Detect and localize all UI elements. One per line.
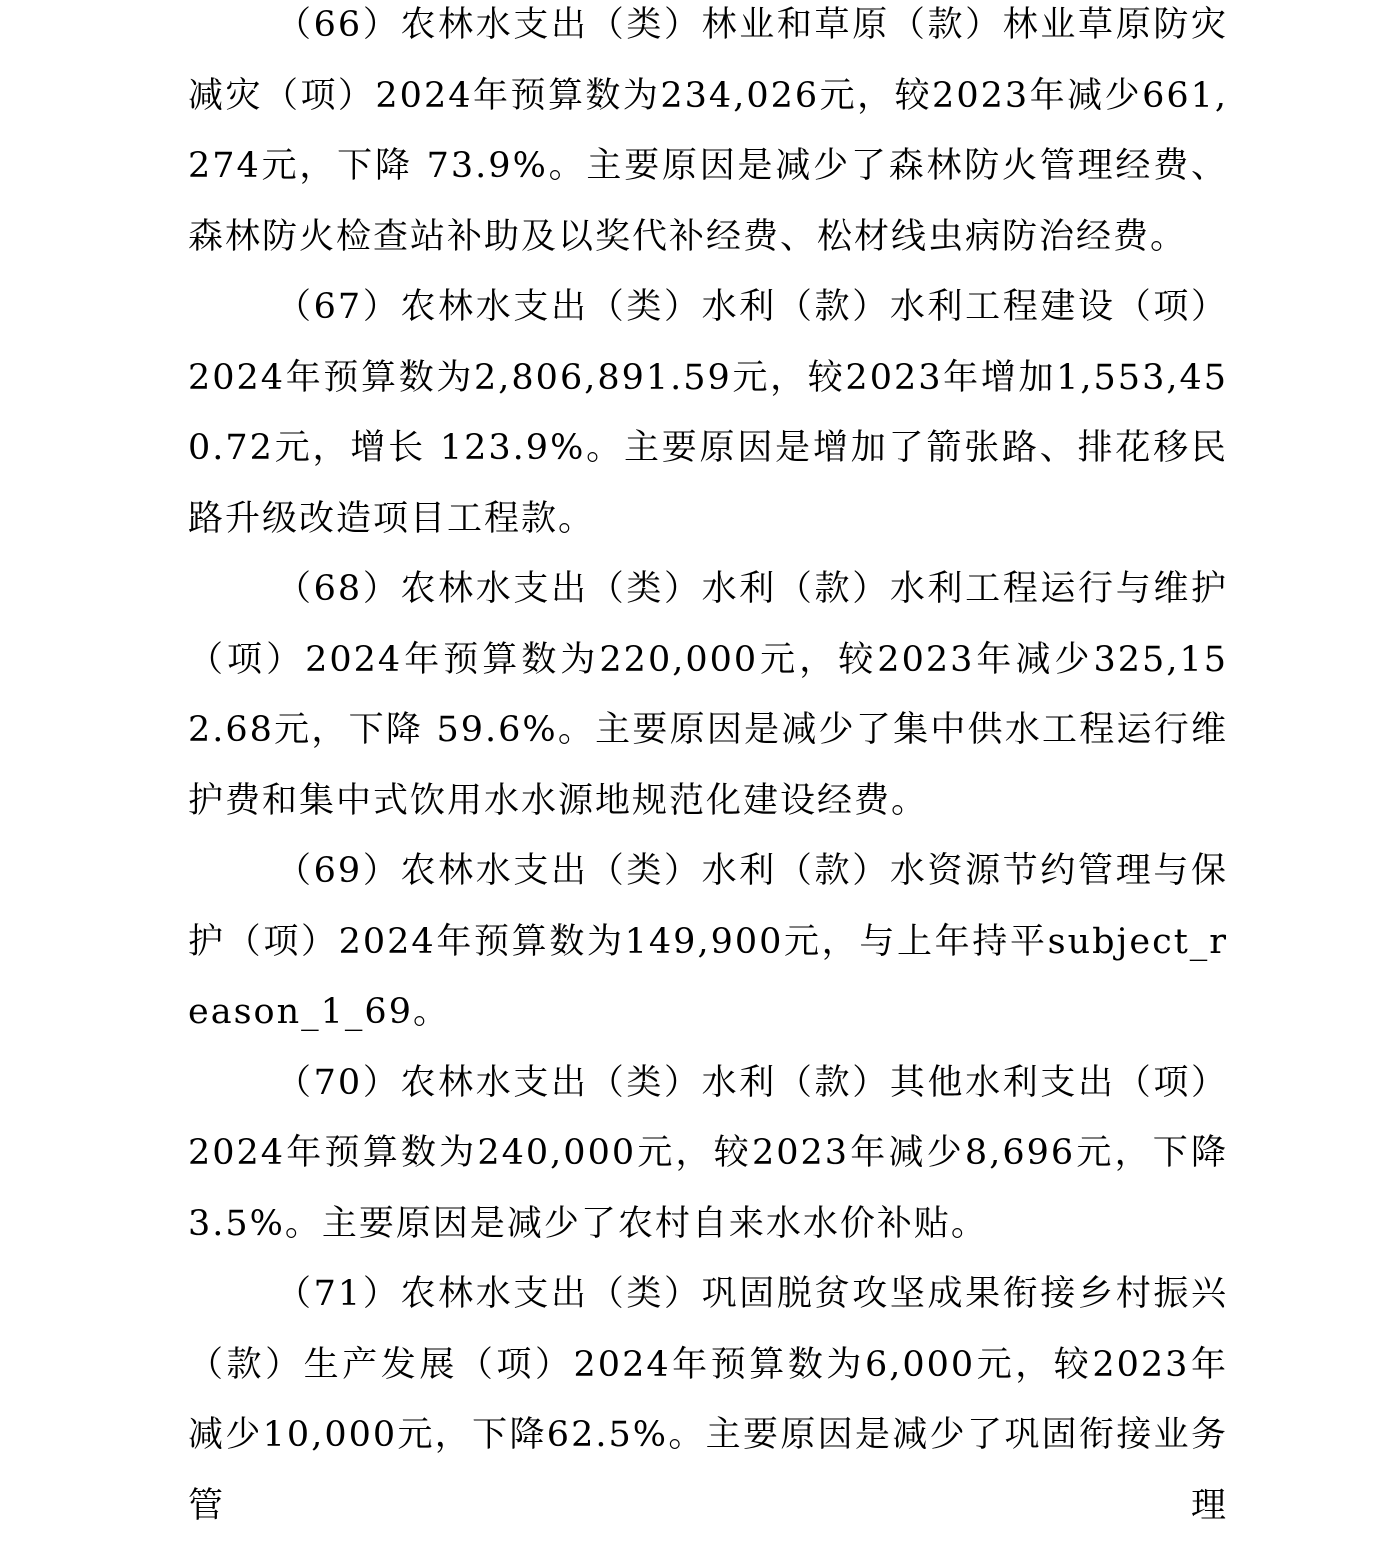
paragraph-69: （69）农林水支出（类）水利（款）水资源节约管理与保护（项）2024年预算数为149,900元，与上年持平subject_reason_1_69。 [188, 851, 1228, 1032]
paragraph-70: （70）农林水支出（类）水利（款）其他水利支出（项）2024年预算数为240,000元，较2023年减少8,696元，下降3.5%。主要原因是减少了农村自来水水价补贴。 [188, 1062, 1228, 1244]
paragraph-66: （66）农林水支出（类）林业和草原（款）林业草原防灾减灾（项）2024年预算数为234,026元，较2023年减少661,274元，下降 73.9%。主要原因是减少了森林防火管理经费、森林防火检查站补助及以奖代补经费、松材线虫病防治经费。 [188, 5, 1228, 257]
paragraph-71: （71）农林水支出（类）巩固脱贫攻坚成果衔接乡村振兴（款）生产发展（项）2024年预算数为6,000元，较2023年减少10,000元，下降62.5%。主要原因是减少了巩固衔接业务管理 [188, 1274, 1228, 1526]
paragraph-68: （68）农林水支出（类）水利（款）水利工程运行与维护（项）2024年预算数为220,000元，较2023年减少325,152.68元，下降 59.6%。主要原因是减少了集中供水工程运行维护费和集中式饮用水水源地规范化建设经费。 [188, 569, 1228, 821]
paragraph-67: （67）农林水支出（类）水利（款）水利工程建设（项）2024年预算数为2,806,891.59元，较2023年增加1,553,450.72元，增长 123.9%。主要原因是增加了箭张路、排花移民路升级改造项目工程款。 [188, 287, 1228, 539]
document-page [188, 0, 1228, 1526]
